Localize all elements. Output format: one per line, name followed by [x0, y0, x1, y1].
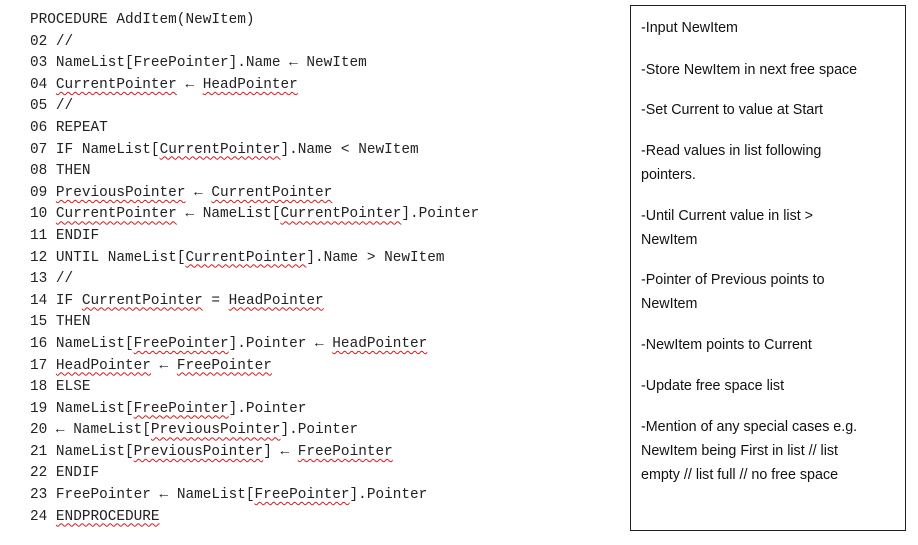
- line-number: 22: [30, 465, 48, 482]
- code-line: [30, 118, 600, 140]
- note-until-current: -Until Current value in list > NewItem: [641, 208, 814, 248]
- line-number: 17: [30, 357, 48, 374]
- note-set-current: -Set Current to value at Start: [641, 102, 823, 118]
- code-text: =: [202, 292, 229, 309]
- code-text: ENDIF: [55, 227, 100, 244]
- code-text: IF: [55, 292, 82, 309]
- line-number: 12: [30, 249, 48, 266]
- line-number: 18: [30, 379, 48, 396]
- line-number: 04: [30, 76, 48, 93]
- line-number: 05: [30, 98, 48, 115]
- line-number: 15: [30, 314, 48, 331]
- code-line: [30, 183, 600, 205]
- line-number: 10: [30, 206, 48, 223]
- line-number: 11: [30, 227, 48, 244]
- spellcheck-flagged-identifier: FreePointer: [297, 443, 393, 460]
- code-text: THEN: [55, 163, 91, 180]
- spellcheck-flagged-identifier: HeadPointer: [228, 292, 324, 309]
- code-text: ELSE: [55, 379, 91, 396]
- code-text: ] ←: [263, 443, 298, 460]
- line-number: 20: [30, 422, 48, 439]
- spellcheck-flagged-identifier: CurrentPointer: [211, 184, 333, 201]
- note-special-cases: -Mention of any special cases e.g. NewItem being First in list // list empty // list full // no free space: [641, 419, 858, 483]
- code-text: REPEAT: [55, 119, 108, 136]
- line-number: 03: [30, 55, 48, 72]
- spellcheck-flagged-identifier: CurrentPointer: [55, 76, 177, 93]
- spellcheck-flagged-identifier: CurrentPointer: [159, 141, 281, 158]
- code-line: [30, 334, 600, 356]
- code-text: ].Pointer: [228, 400, 307, 417]
- line-number: 07: [30, 141, 48, 158]
- code-text: ].Pointer: [280, 422, 359, 439]
- code-line: [30, 377, 600, 399]
- line-number: 19: [30, 400, 48, 417]
- code-text: PROCEDURE AddItem(NewItem): [30, 12, 255, 28]
- code-line: [30, 420, 600, 442]
- spellcheck-flagged-identifier: HeadPointer: [332, 335, 428, 352]
- code-text: ].Pointer: [401, 206, 480, 223]
- code-text: ← NameList[: [176, 206, 281, 223]
- code-text: ←: [150, 357, 177, 374]
- line-number: 13: [30, 271, 48, 288]
- code-text: ← NameList[: [55, 422, 151, 439]
- spellcheck-flagged-identifier: ENDPROCEDURE: [55, 508, 160, 525]
- code-text: ].Pointer: [349, 487, 428, 504]
- code-line: [30, 96, 600, 118]
- code-text: IF NameList[: [55, 141, 160, 158]
- code-text: NameList[: [55, 335, 134, 352]
- code-text: ←: [185, 184, 212, 201]
- code-line: [30, 226, 600, 248]
- note-input-newitem: -Input NewItem: [641, 20, 738, 36]
- spellcheck-flagged-identifier: FreePointer: [133, 400, 229, 417]
- code-text: //: [55, 271, 74, 288]
- code-line: [30, 140, 600, 162]
- code-line: [30, 399, 600, 421]
- spellcheck-flagged-identifier: CurrentPointer: [185, 249, 307, 266]
- spellcheck-flagged-identifier: CurrentPointer: [55, 206, 177, 223]
- code-line: [30, 356, 600, 378]
- code-line: [30, 10, 600, 32]
- code-text: ].Name > NewItem: [306, 249, 445, 266]
- code-text: NameList[: [55, 443, 134, 460]
- spellcheck-flagged-identifier: HeadPointer: [55, 357, 151, 374]
- line-number: 21: [30, 443, 48, 460]
- spellcheck-flagged-identifier: CurrentPointer: [81, 292, 203, 309]
- line-number: 06: [30, 119, 48, 136]
- code-line: [30, 312, 600, 334]
- spellcheck-flagged-identifier: FreePointer: [254, 487, 350, 504]
- spellcheck-flagged-identifier: PreviousPointer: [133, 443, 264, 460]
- code-line: [30, 32, 600, 54]
- code-line: [30, 291, 600, 313]
- code-line: [30, 204, 600, 226]
- pseudocode-listing: [30, 10, 600, 528]
- note-update-free-space: -Update free space list: [641, 378, 785, 394]
- code-text: //: [55, 98, 74, 115]
- spellcheck-flagged-identifier: FreePointer: [133, 335, 229, 352]
- spellcheck-flagged-identifier: HeadPointer: [202, 76, 298, 93]
- spellcheck-flagged-identifier: CurrentPointer: [280, 206, 402, 223]
- code-text: ←: [176, 76, 203, 93]
- code-line: [30, 75, 600, 97]
- note-store-newitem: -Store NewItem in next free space: [641, 62, 858, 78]
- marking-notes-box: [630, 5, 906, 531]
- code-line: [30, 507, 600, 529]
- note-newitem-points: -NewItem points to Current: [641, 337, 812, 353]
- line-number: 14: [30, 292, 48, 309]
- spellcheck-flagged-identifier: PreviousPointer: [55, 184, 186, 201]
- line-number: 16: [30, 335, 48, 352]
- code-text: //: [55, 33, 74, 50]
- code-line: [30, 463, 600, 485]
- spellcheck-flagged-identifier: PreviousPointer: [150, 422, 281, 439]
- code-text: NameList[FreePointer].Name ← NewItem: [55, 55, 367, 72]
- spellcheck-flagged-identifier: FreePointer: [176, 357, 272, 374]
- code-text: THEN: [55, 314, 91, 331]
- code-text: NameList[: [55, 400, 134, 417]
- note-read-values: -Read values in list following pointers.: [641, 143, 822, 183]
- line-number: 08: [30, 163, 48, 180]
- code-line: [30, 53, 600, 75]
- code-text: ENDIF: [55, 465, 100, 482]
- code-text: ].Pointer ←: [228, 335, 333, 352]
- code-text: FreePointer ← NameList[: [55, 487, 255, 504]
- line-number: 23: [30, 487, 48, 504]
- line-number: 02: [30, 33, 48, 50]
- code-text: UNTIL NameList[: [55, 249, 186, 266]
- line-number: 24: [30, 508, 48, 525]
- code-line: [30, 485, 600, 507]
- code-line: [30, 269, 600, 291]
- code-line: [30, 442, 600, 464]
- line-number: 09: [30, 184, 48, 201]
- code-line: [30, 248, 600, 270]
- code-text: ].Name < NewItem: [280, 141, 419, 158]
- code-line: [30, 161, 600, 183]
- note-pointer-previous: -Pointer of Previous points to NewItem: [641, 272, 825, 312]
